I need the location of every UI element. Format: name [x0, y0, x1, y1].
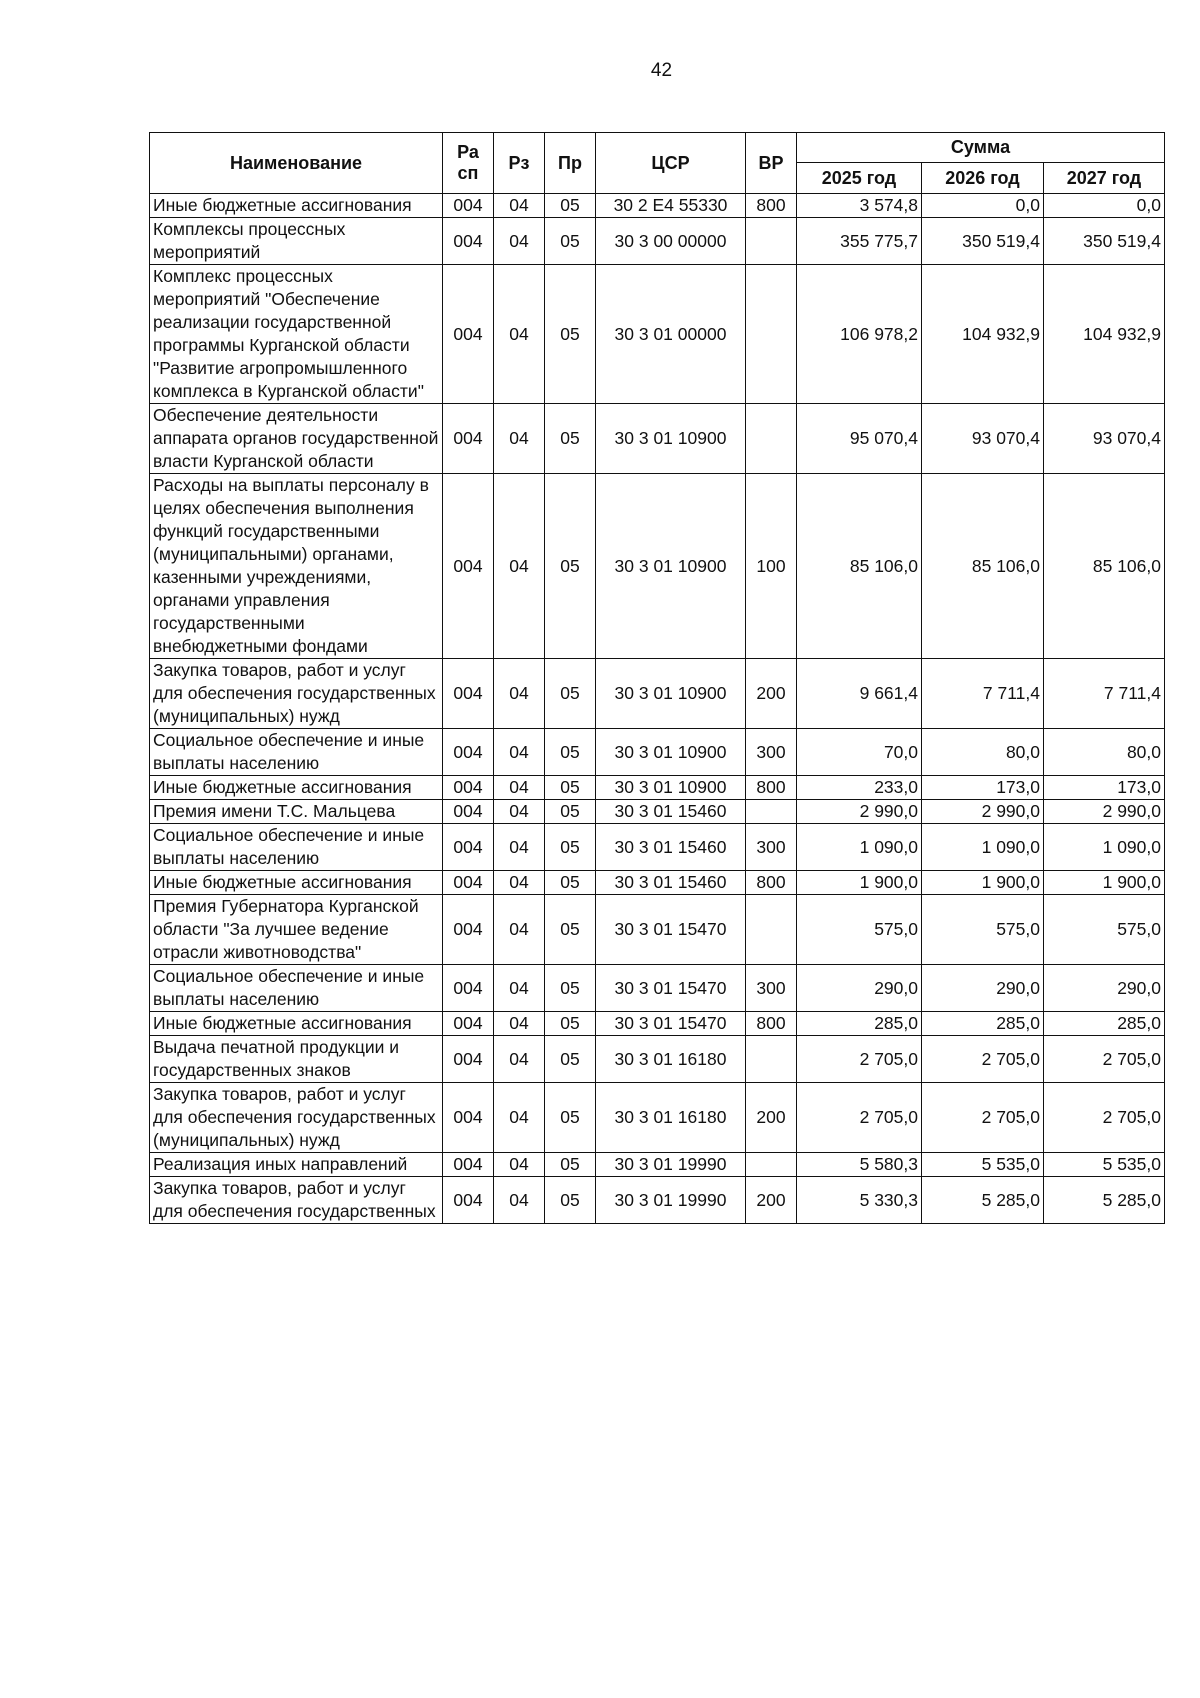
- row-pr: 05: [545, 800, 596, 824]
- row-amount-2026: 173,0: [922, 776, 1044, 800]
- row-vr: 800: [746, 871, 797, 895]
- row-amount-2027: 1 090,0: [1044, 824, 1165, 871]
- row-name: Комплексы процессных мероприятий: [150, 218, 443, 265]
- row-name: Социальное обеспечение и иные выплаты населению: [150, 729, 443, 776]
- row-pr: 05: [545, 1012, 596, 1036]
- row-amount-2025: 285,0: [797, 1012, 922, 1036]
- row-rz: 04: [494, 729, 545, 776]
- row-csr: 30 3 00 00000: [596, 218, 746, 265]
- budget-table: [149, 132, 1165, 1224]
- row-amount-2026: 1 090,0: [922, 824, 1044, 871]
- row-rasp: 004: [443, 474, 494, 659]
- row-pr: 05: [545, 194, 596, 218]
- table-row: [150, 1036, 1165, 1083]
- row-name: Премия Губернатора Курганской области "За лучшее ведение отрасли животноводства": [150, 895, 443, 965]
- row-vr: 100: [746, 474, 797, 659]
- row-vr: 200: [746, 1177, 797, 1224]
- row-csr: 30 3 01 15460: [596, 800, 746, 824]
- row-amount-2025: 85 106,0: [797, 474, 922, 659]
- row-amount-2025: 70,0: [797, 729, 922, 776]
- row-amount-2027: 80,0: [1044, 729, 1165, 776]
- row-pr: 05: [545, 474, 596, 659]
- row-pr: 05: [545, 824, 596, 871]
- row-pr: 05: [545, 965, 596, 1012]
- table-row: [150, 1083, 1165, 1153]
- row-rz: 04: [494, 1012, 545, 1036]
- row-csr: 30 3 01 10900: [596, 474, 746, 659]
- row-pr: 05: [545, 659, 596, 729]
- page-number: 42: [650, 60, 673, 81]
- table-row: [150, 1012, 1165, 1036]
- row-rasp: 004: [443, 265, 494, 404]
- row-rz: 04: [494, 1153, 545, 1177]
- row-rz: 04: [494, 1083, 545, 1153]
- row-rasp: 004: [443, 1012, 494, 1036]
- row-amount-2026: 350 519,4: [922, 218, 1044, 265]
- row-amount-2026: 2 705,0: [922, 1083, 1044, 1153]
- row-amount-2027: 85 106,0: [1044, 474, 1165, 659]
- row-amount-2026: 80,0: [922, 729, 1044, 776]
- row-pr: 05: [545, 265, 596, 404]
- row-amount-2025: 95 070,4: [797, 404, 922, 474]
- table-header: [150, 133, 1165, 194]
- row-csr: 30 3 01 15460: [596, 824, 746, 871]
- row-amount-2027: 290,0: [1044, 965, 1165, 1012]
- row-rasp: 004: [443, 194, 494, 218]
- row-pr: 05: [545, 1177, 596, 1224]
- row-rasp: 004: [443, 659, 494, 729]
- row-rasp: 004: [443, 218, 494, 265]
- row-csr: 30 2 Е4 55330: [596, 194, 746, 218]
- row-amount-2025: 9 661,4: [797, 659, 922, 729]
- row-amount-2025: 106 978,2: [797, 265, 922, 404]
- row-name: Выдача печатной продукции и государственных знаков: [150, 1036, 443, 1083]
- row-amount-2025: 2 705,0: [797, 1036, 922, 1083]
- table-row: [150, 1153, 1165, 1177]
- row-pr: 05: [545, 776, 596, 800]
- row-rasp: 004: [443, 1177, 494, 1224]
- row-vr: [746, 1036, 797, 1083]
- row-rasp: 004: [443, 1153, 494, 1177]
- row-rasp: 004: [443, 871, 494, 895]
- row-name: Закупка товаров, работ и услуг для обеспечения государственных (муниципальных) нужд: [150, 659, 443, 729]
- row-name: Иные бюджетные ассигнования: [150, 776, 443, 800]
- row-name: Закупка товаров, работ и услуг для обеспечения государственных (муниципальных) нужд: [150, 1083, 443, 1153]
- row-vr: 200: [746, 1083, 797, 1153]
- row-amount-2026: 1 900,0: [922, 871, 1044, 895]
- row-amount-2026: 5 535,0: [922, 1153, 1044, 1177]
- row-rasp: 004: [443, 1083, 494, 1153]
- row-csr: 30 3 01 16180: [596, 1083, 746, 1153]
- row-rz: 04: [494, 265, 545, 404]
- table-row: [150, 776, 1165, 800]
- row-rz: 04: [494, 776, 545, 800]
- row-rz: 04: [494, 1177, 545, 1224]
- table-row: [150, 265, 1165, 404]
- row-amount-2025: 5 580,3: [797, 1153, 922, 1177]
- row-vr: 800: [746, 194, 797, 218]
- row-rz: 04: [494, 800, 545, 824]
- row-pr: 05: [545, 218, 596, 265]
- row-vr: 200: [746, 659, 797, 729]
- table-row: [150, 729, 1165, 776]
- row-amount-2027: 2 990,0: [1044, 800, 1165, 824]
- row-vr: [746, 265, 797, 404]
- row-name: Премия имени Т.С. Мальцева: [150, 800, 443, 824]
- row-rz: 04: [494, 1036, 545, 1083]
- row-rz: 04: [494, 965, 545, 1012]
- row-vr: 800: [746, 776, 797, 800]
- row-vr: 300: [746, 729, 797, 776]
- col-header-sum: Сумма: [797, 133, 1165, 163]
- row-csr: 30 3 01 15470: [596, 895, 746, 965]
- row-amount-2027: 93 070,4: [1044, 404, 1165, 474]
- row-amount-2025: 355 775,7: [797, 218, 922, 265]
- row-csr: 30 3 01 15470: [596, 965, 746, 1012]
- row-amount-2026: 285,0: [922, 1012, 1044, 1036]
- row-csr: 30 3 01 10900: [596, 404, 746, 474]
- row-pr: 05: [545, 895, 596, 965]
- row-amount-2026: 575,0: [922, 895, 1044, 965]
- row-rz: 04: [494, 824, 545, 871]
- row-rz: 04: [494, 218, 545, 265]
- row-amount-2027: 5 285,0: [1044, 1177, 1165, 1224]
- row-amount-2026: 7 711,4: [922, 659, 1044, 729]
- table-row: [150, 871, 1165, 895]
- row-amount-2027: 104 932,9: [1044, 265, 1165, 404]
- row-csr: 30 3 01 10900: [596, 659, 746, 729]
- row-vr: 300: [746, 965, 797, 1012]
- row-amount-2026: 290,0: [922, 965, 1044, 1012]
- row-csr: 30 3 01 10900: [596, 729, 746, 776]
- row-rasp: 004: [443, 965, 494, 1012]
- row-rz: 04: [494, 895, 545, 965]
- col-header-rz: Рз: [494, 133, 545, 194]
- row-csr: 30 3 01 15470: [596, 1012, 746, 1036]
- col-header-2027: 2027 год: [1044, 163, 1165, 194]
- row-name: Иные бюджетные ассигнования: [150, 194, 443, 218]
- row-rasp: 004: [443, 1036, 494, 1083]
- row-vr: [746, 895, 797, 965]
- table-row: [150, 404, 1165, 474]
- row-vr: 300: [746, 824, 797, 871]
- row-vr: [746, 800, 797, 824]
- row-name: Иные бюджетные ассигнования: [150, 871, 443, 895]
- row-amount-2027: 5 535,0: [1044, 1153, 1165, 1177]
- row-rz: 04: [494, 194, 545, 218]
- row-csr: 30 3 01 10900: [596, 776, 746, 800]
- row-amount-2026: 5 285,0: [922, 1177, 1044, 1224]
- row-rasp: 004: [443, 776, 494, 800]
- col-header-vr: ВР: [746, 133, 797, 194]
- row-rasp: 004: [443, 895, 494, 965]
- row-rasp: 004: [443, 824, 494, 871]
- row-amount-2026: 2 990,0: [922, 800, 1044, 824]
- row-amount-2025: 1 900,0: [797, 871, 922, 895]
- col-header-csr: ЦСР: [596, 133, 746, 194]
- row-amount-2027: 350 519,4: [1044, 218, 1165, 265]
- table-row: [150, 659, 1165, 729]
- row-pr: 05: [545, 729, 596, 776]
- row-csr: 30 3 01 00000: [596, 265, 746, 404]
- row-rz: 04: [494, 659, 545, 729]
- row-amount-2026: 85 106,0: [922, 474, 1044, 659]
- row-rasp: 004: [443, 729, 494, 776]
- row-amount-2027: 173,0: [1044, 776, 1165, 800]
- row-name: Расходы на выплаты персоналу в целях обеспечения выполнения функций государственными (муниципальными) органами, казенными учреждениями, органами управления государственными внебюджетными фондами: [150, 474, 443, 659]
- table-row: [150, 800, 1165, 824]
- row-amount-2027: 575,0: [1044, 895, 1165, 965]
- row-rz: 04: [494, 404, 545, 474]
- table-row: [150, 965, 1165, 1012]
- col-header-rasp: Ра сп: [443, 133, 494, 194]
- row-name: Обеспечение деятельности аппарата органов государственной власти Курганской области: [150, 404, 443, 474]
- row-csr: 30 3 01 19990: [596, 1153, 746, 1177]
- col-header-name: Наименование: [150, 133, 443, 194]
- row-name: Закупка товаров, работ и услуг для обеспечения государственных: [150, 1177, 443, 1224]
- row-amount-2027: 0,0: [1044, 194, 1165, 218]
- row-amount-2026: 93 070,4: [922, 404, 1044, 474]
- row-amount-2027: 1 900,0: [1044, 871, 1165, 895]
- table-body: [150, 194, 1165, 1224]
- row-rasp: 004: [443, 800, 494, 824]
- row-pr: 05: [545, 404, 596, 474]
- table-row: [150, 824, 1165, 871]
- row-name: Иные бюджетные ассигнования: [150, 1012, 443, 1036]
- row-name: Социальное обеспечение и иные выплаты населению: [150, 965, 443, 1012]
- row-vr: [746, 218, 797, 265]
- row-pr: 05: [545, 1153, 596, 1177]
- row-amount-2025: 2 990,0: [797, 800, 922, 824]
- row-name: Социальное обеспечение и иные выплаты населению: [150, 824, 443, 871]
- row-pr: 05: [545, 1036, 596, 1083]
- table-row: [150, 1177, 1165, 1224]
- row-amount-2025: 5 330,3: [797, 1177, 922, 1224]
- row-vr: [746, 404, 797, 474]
- col-header-2025: 2025 год: [797, 163, 922, 194]
- table-row: [150, 895, 1165, 965]
- row-name: Реализация иных направлений: [150, 1153, 443, 1177]
- row-amount-2027: 285,0: [1044, 1012, 1165, 1036]
- row-amount-2026: 2 705,0: [922, 1036, 1044, 1083]
- row-rasp: 004: [443, 404, 494, 474]
- row-vr: 800: [746, 1012, 797, 1036]
- col-header-2026: 2026 год: [922, 163, 1044, 194]
- row-amount-2026: 104 932,9: [922, 265, 1044, 404]
- row-amount-2025: 3 574,8: [797, 194, 922, 218]
- row-pr: 05: [545, 1083, 596, 1153]
- row-amount-2025: 290,0: [797, 965, 922, 1012]
- row-vr: [746, 1153, 797, 1177]
- row-amount-2025: 575,0: [797, 895, 922, 965]
- row-name: Комплекс процессных мероприятий "Обеспечение реализации государственной программы Курганской области "Развитие агропромышленного комплекса в Курганской области": [150, 265, 443, 404]
- row-csr: 30 3 01 16180: [596, 1036, 746, 1083]
- row-rz: 04: [494, 871, 545, 895]
- table-row: [150, 474, 1165, 659]
- table-row: [150, 194, 1165, 218]
- row-amount-2027: 2 705,0: [1044, 1036, 1165, 1083]
- row-csr: 30 3 01 19990: [596, 1177, 746, 1224]
- row-amount-2027: 2 705,0: [1044, 1083, 1165, 1153]
- col-header-pr: Пр: [545, 133, 596, 194]
- row-amount-2025: 2 705,0: [797, 1083, 922, 1153]
- row-amount-2027: 7 711,4: [1044, 659, 1165, 729]
- row-csr: 30 3 01 15460: [596, 871, 746, 895]
- row-pr: 05: [545, 871, 596, 895]
- row-amount-2025: 1 090,0: [797, 824, 922, 871]
- row-rz: 04: [494, 474, 545, 659]
- row-amount-2026: 0,0: [922, 194, 1044, 218]
- row-amount-2025: 233,0: [797, 776, 922, 800]
- table-row: [150, 218, 1165, 265]
